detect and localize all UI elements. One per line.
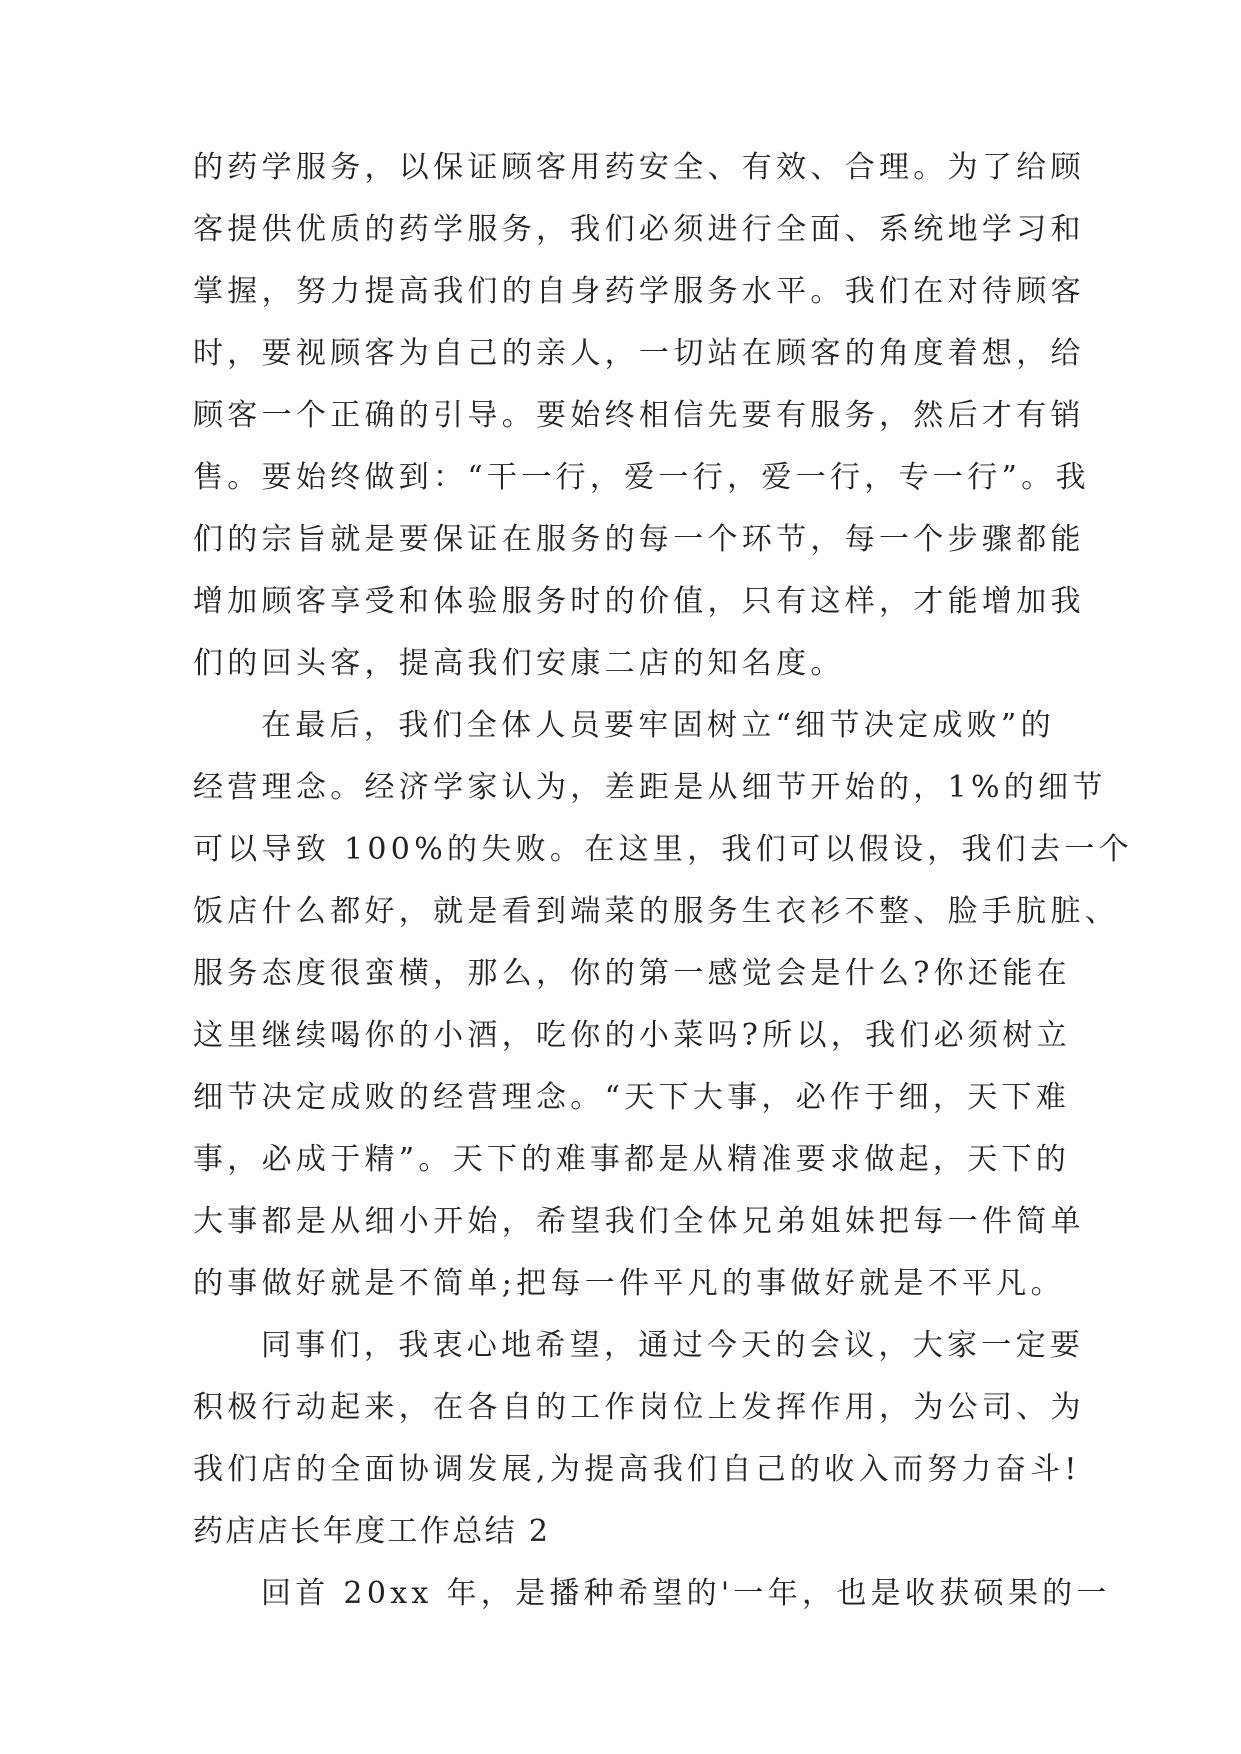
body-line: 掌握，努力提高我们的自身药学服务水平。我们在对待顾客 [193, 274, 1085, 309]
body-line: 事，必成于精”。天下的难事都是从精准要求做起，天下的 [193, 1142, 1071, 1177]
paragraph-first-line: 在最后，我们全体人员要牢固树立“细节决定成败”的 [261, 708, 1055, 743]
paragraph-first-line: 回首 20xx 年，是播种希望的'一年，也是收获硕果的一 [261, 1576, 1111, 1611]
document-body [193, 137, 1134, 1625]
body-line: 饭店什么都好，就是看到端菜的服务生衣衫不整、脸手肮脏、 [193, 894, 1120, 929]
body-line: 顾客一个正确的引导。要始终相信先要有服务，然后才有销 [193, 398, 1085, 433]
body-line: 这里继续喝你的小酒，吃你的小菜吗?所以，我们必须树立 [193, 1018, 1071, 1053]
body-line: 们的回头客，提高我们安康二店的知名度。 [193, 646, 845, 681]
body-line: 服务态度很蛮横，那么，你的第一感觉会是什么?你还能在 [193, 956, 1071, 991]
body-line: 我们店的全面协调发展,为提高我们自己的收入而努力奋斗! [193, 1452, 1081, 1487]
body-line: 经营理念。经济学家认为，差距是从细节开始的，1%的细节 [193, 770, 1107, 805]
section-heading: 药店店长年度工作总结 2 [193, 1514, 551, 1549]
body-line: 售。要始终做到：“干一行，爱一行，爱一行，专一行”。我 [193, 460, 1090, 495]
body-line: 时，要视顾客为自己的亲人，一切站在顾客的角度着想，给 [193, 336, 1085, 371]
body-line: 可以导致 100%的失败。在这里，我们可以假设，我们去一个 [193, 832, 1134, 867]
body-line: 的事做好就是不简单;把每一件平凡的事做好就是不平凡。 [193, 1266, 1065, 1301]
body-line: 细节决定成败的经营理念。“天下大事，必作于细，天下难 [193, 1080, 1071, 1115]
body-line: 们的宗旨就是要保证在服务的每一个环节，每一个步骤都能 [193, 522, 1085, 557]
body-line: 客提供优质的药学服务，我们必须进行全面、系统地学习和 [193, 212, 1085, 247]
body-line: 积极行动起来，在各自的工作岗位上发挥作用，为公司、为 [193, 1390, 1085, 1425]
body-line: 增加顾客享受和体验服务时的价值，只有这样，才能增加我 [193, 584, 1085, 619]
body-line: 的药学服务，以保证顾客用药安全、有效、合理。为了给顾 [193, 150, 1085, 185]
paragraph-first-line: 同事们，我衷心地希望，通过今天的会议，大家一定要 [261, 1328, 1085, 1363]
body-line: 大事都是从细小开始，希望我们全体兄弟姐妹把每一件简单 [193, 1204, 1085, 1239]
